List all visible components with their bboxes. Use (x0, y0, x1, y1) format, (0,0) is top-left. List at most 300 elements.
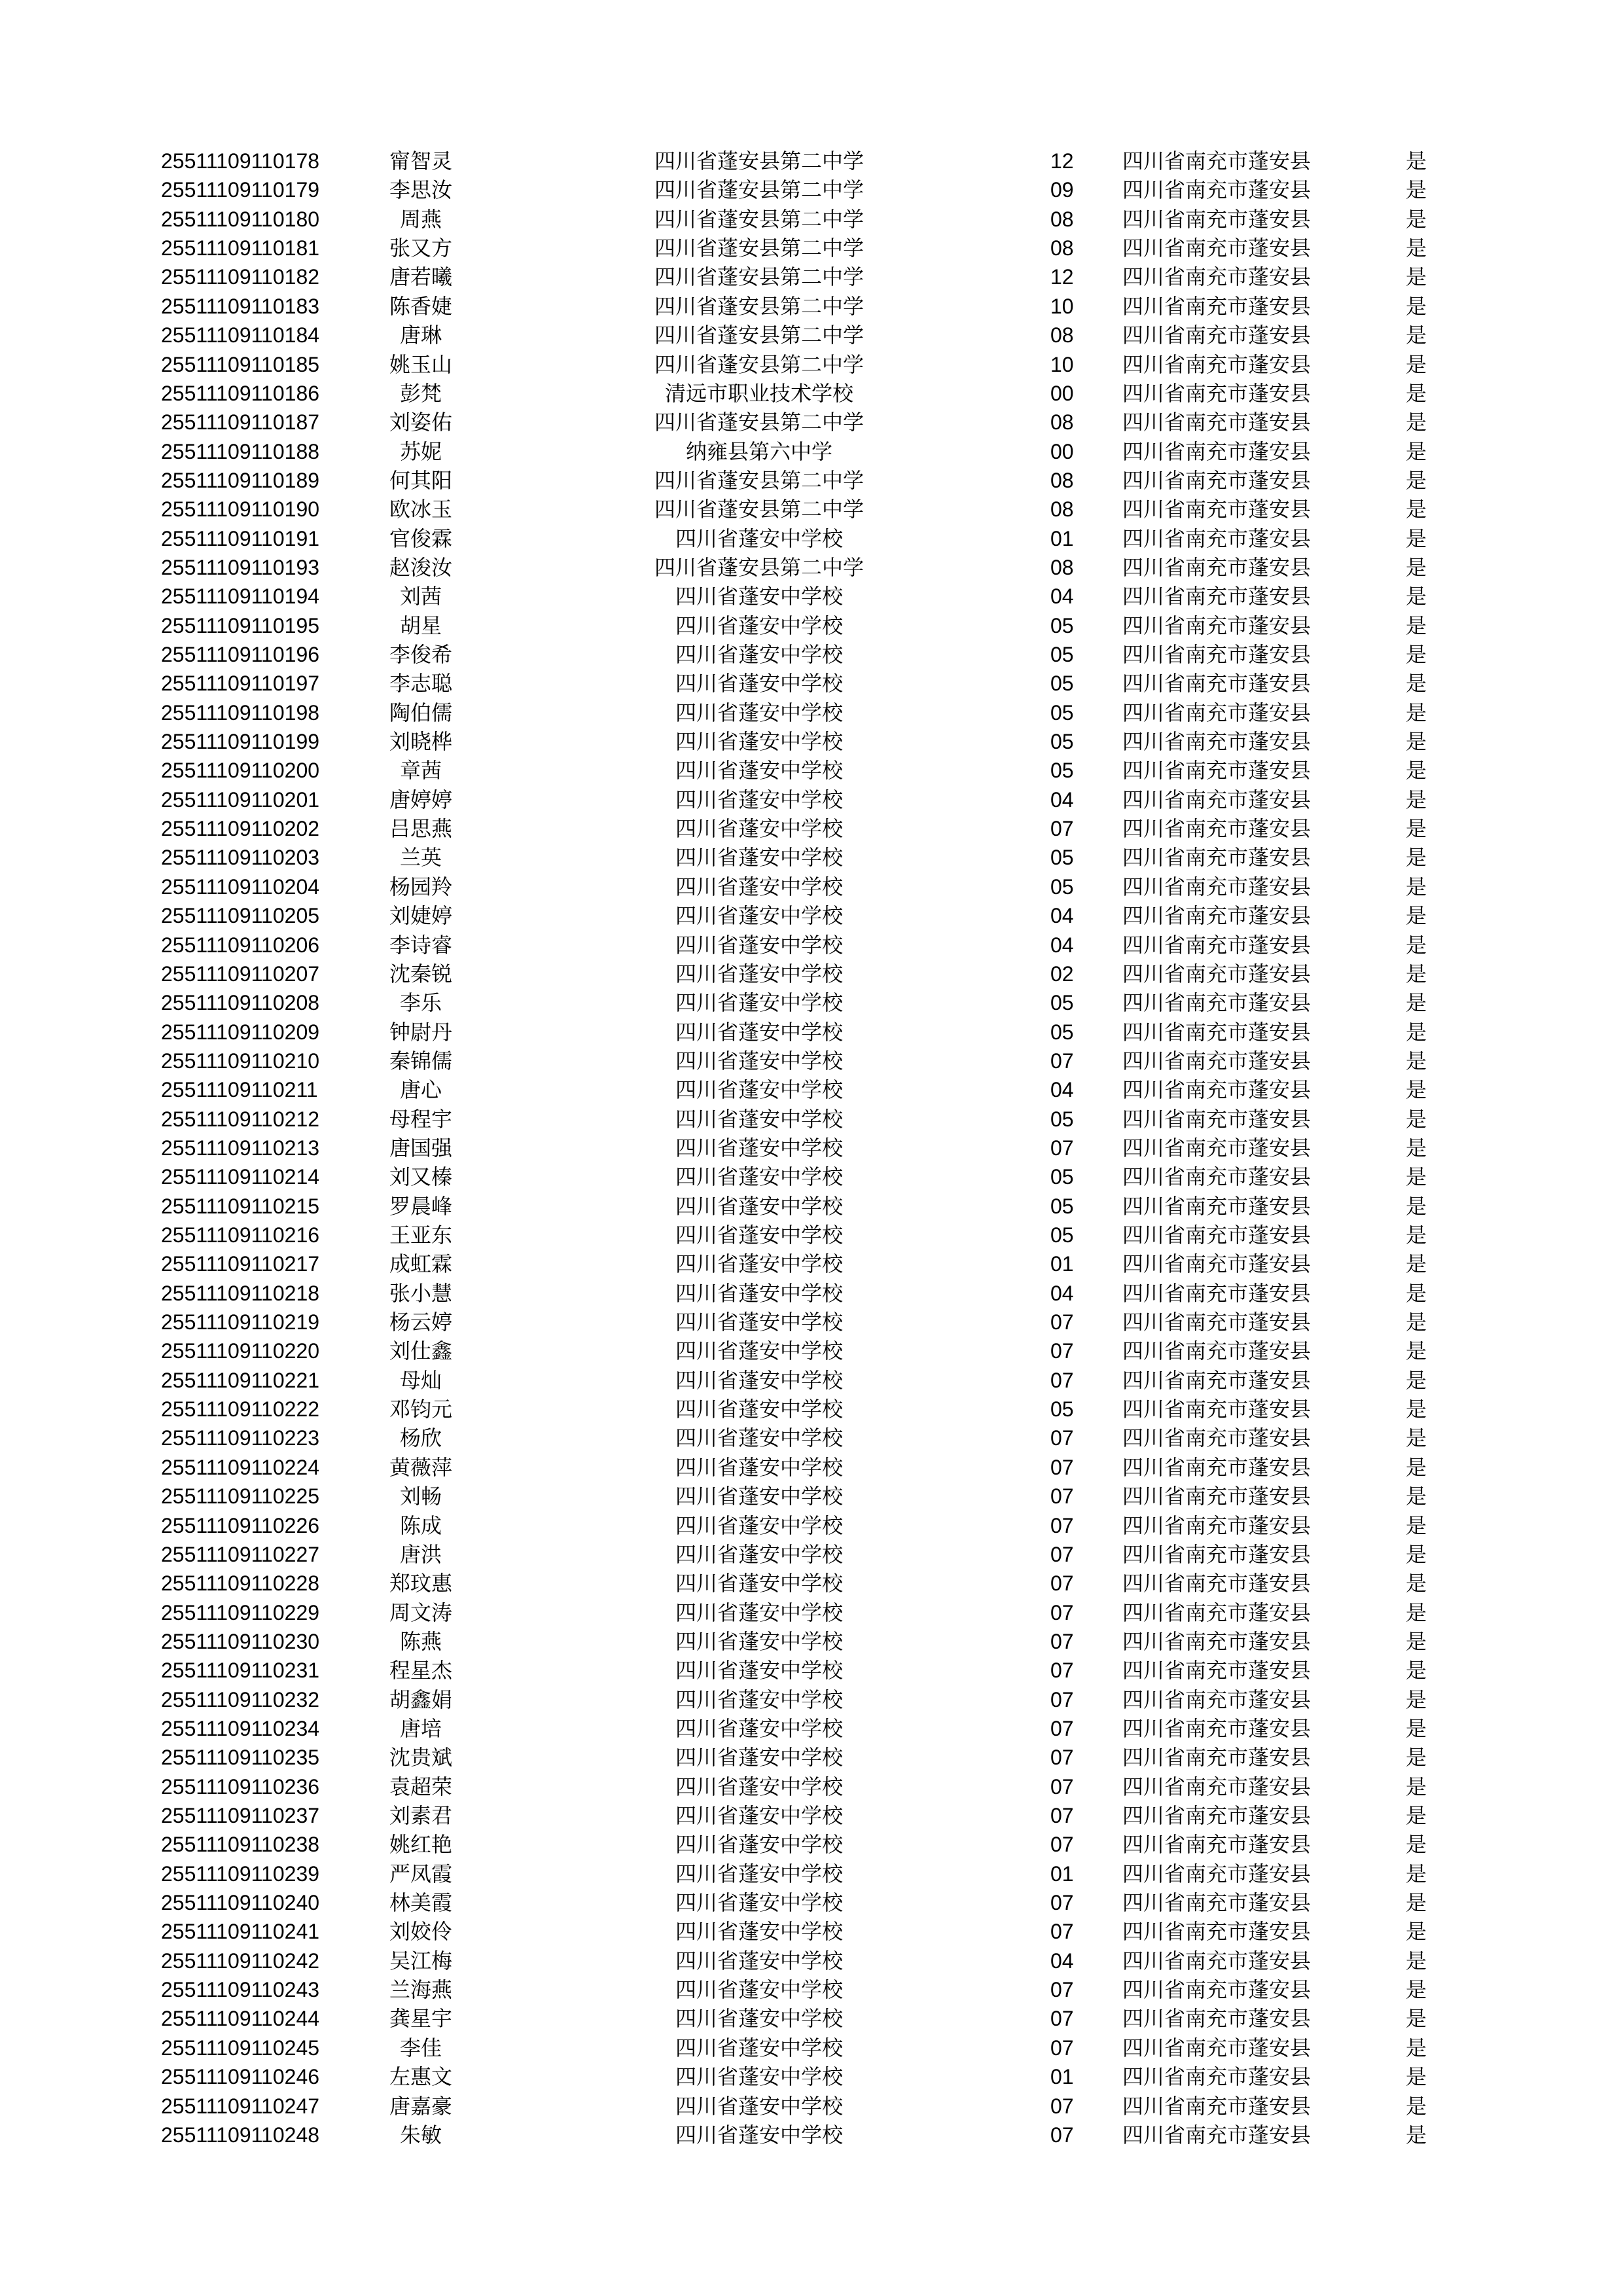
table-row (0, 1482, 1623, 1511)
student-name: 李诗睿 (389, 932, 452, 958)
eligibility-flag: 是 (1406, 1397, 1427, 1422)
region: 四川省南充市蓬安县 (1122, 1600, 1311, 1625)
candidate-id: 25511109110242 (161, 1948, 320, 1973)
region: 四川省南充市蓬安县 (1122, 845, 1311, 870)
school-name: 四川省蓬安中学校 (675, 613, 843, 638)
region: 四川省南充市蓬安县 (1122, 1106, 1311, 1132)
category-code: 05 (1050, 1397, 1074, 1422)
candidate-id: 25511109110194 (161, 584, 320, 609)
school-name: 四川省蓬安中学校 (675, 1193, 843, 1219)
table-row (0, 1336, 1623, 1365)
student-name: 唐琳 (399, 323, 442, 348)
student-name: 杨园羚 (389, 874, 452, 899)
student-name: 胡鑫娟 (389, 1687, 452, 1712)
region: 四川省南充市蓬安县 (1122, 1280, 1311, 1306)
student-name: 姚红艳 (389, 1832, 452, 1857)
student-name: 刘姣伶 (389, 1919, 452, 1945)
school-name: 四川省蓬安中学校 (675, 787, 843, 812)
student-name: 严凤霞 (389, 1861, 452, 1886)
table-row (0, 466, 1623, 495)
table-row (0, 1134, 1623, 1162)
region: 四川省南充市蓬安县 (1122, 787, 1311, 812)
candidate-id: 25511109110201 (161, 787, 320, 812)
table-row (0, 931, 1623, 960)
candidate-id: 25511109110182 (161, 265, 320, 289)
region: 四川省南充市蓬安县 (1122, 1135, 1311, 1160)
table-row (0, 1366, 1623, 1395)
table-row (0, 1308, 1623, 1336)
region: 四川省南充市蓬安县 (1122, 932, 1311, 958)
candidate-id: 25511109110187 (161, 410, 320, 435)
student-name: 周燕 (399, 206, 442, 232)
table-row (0, 1424, 1623, 1452)
school-name: 四川省蓬安中学校 (675, 1310, 843, 1335)
eligibility-flag: 是 (1406, 874, 1427, 899)
eligibility-flag: 是 (1406, 1426, 1427, 1451)
category-code: 05 (1050, 1165, 1074, 1189)
student-name: 陶伯儒 (389, 700, 452, 725)
student-name: 朱敏 (399, 2122, 442, 2147)
table-row (0, 1772, 1623, 1801)
candidate-id: 25511109110220 (161, 1339, 320, 1363)
school-name: 四川省蓬安中学校 (675, 1223, 843, 1247)
candidate-id: 25511109110218 (161, 1281, 320, 1305)
eligibility-flag: 是 (1406, 671, 1427, 696)
student-name: 黄薇萍 (389, 1454, 452, 1480)
category-code: 00 (1050, 439, 1074, 463)
eligibility-flag: 是 (1406, 1745, 1427, 1770)
student-name: 唐心 (399, 1077, 442, 1103)
school-name: 纳雍县第六中学 (685, 439, 832, 464)
student-name: 程星杰 (389, 1658, 452, 1683)
student-name: 林美霞 (389, 1890, 452, 1915)
region: 四川省南充市蓬安县 (1122, 1019, 1311, 1045)
table-row (0, 1714, 1623, 1743)
school-name: 四川省蓬安中学校 (675, 1135, 843, 1160)
eligibility-flag: 是 (1406, 1280, 1427, 1306)
category-code: 05 (1050, 1223, 1074, 1247)
eligibility-flag: 是 (1406, 1774, 1427, 1799)
region: 四川省南充市蓬安县 (1122, 526, 1311, 551)
table-row (0, 2092, 1623, 2121)
student-name: 刘茜 (399, 584, 442, 609)
eligibility-flag: 是 (1406, 206, 1427, 232)
eligibility-flag: 是 (1406, 1164, 1427, 1190)
table-row (0, 1018, 1623, 1047)
category-code: 07 (1050, 1368, 1074, 1392)
candidate-id: 25511109110204 (161, 874, 320, 899)
student-name: 刘晓桦 (389, 729, 452, 754)
student-name: 母灿 (399, 1367, 442, 1393)
category-code: 08 (1050, 497, 1074, 522)
region: 四川省南充市蓬安县 (1122, 903, 1311, 929)
category-code: 04 (1050, 1078, 1074, 1102)
student-name: 刘又榛 (389, 1164, 452, 1190)
candidate-id: 25511109110200 (161, 759, 320, 783)
eligibility-flag: 是 (1406, 1367, 1427, 1393)
eligibility-flag: 是 (1406, 903, 1427, 929)
student-name: 张又方 (389, 236, 452, 261)
school-name: 四川省蓬安中学校 (675, 1484, 843, 1509)
eligibility-flag: 是 (1406, 613, 1427, 638)
category-code: 07 (1050, 1629, 1074, 1653)
candidate-id: 25511109110216 (161, 1223, 320, 1247)
candidate-id: 25511109110203 (161, 846, 320, 870)
student-name: 何其阳 (389, 467, 452, 493)
student-name: 唐国强 (389, 1135, 452, 1160)
category-code: 04 (1050, 1281, 1074, 1305)
candidate-id: 25511109110236 (161, 1774, 320, 1799)
school-name: 四川省蓬安县第二中学 (654, 206, 864, 232)
student-name: 刘素君 (389, 1803, 452, 1828)
category-code: 10 (1050, 352, 1074, 376)
table-row (0, 1192, 1623, 1221)
candidate-id: 25511109110215 (161, 1194, 320, 1218)
table-row (0, 988, 1623, 1017)
table-row (0, 1656, 1623, 1685)
table-row (0, 408, 1623, 437)
eligibility-flag: 是 (1406, 1484, 1427, 1509)
candidate-id: 25511109110181 (161, 236, 320, 260)
school-name: 四川省蓬安中学校 (675, 1803, 843, 1828)
candidate-id: 25511109110188 (161, 439, 320, 463)
category-code: 09 (1050, 178, 1074, 202)
category-code: 05 (1050, 672, 1074, 696)
table-row (0, 785, 1623, 814)
eligibility-flag: 是 (1406, 1251, 1427, 1277)
eligibility-flag: 是 (1406, 323, 1427, 348)
table-row (0, 1917, 1623, 1946)
table-row (0, 698, 1623, 727)
student-name: 钟尉丹 (389, 1019, 452, 1045)
region: 四川省南充市蓬安县 (1122, 497, 1311, 522)
student-name: 姚玉山 (389, 351, 452, 377)
table-row (0, 960, 1623, 988)
school-name: 四川省蓬安中学校 (675, 671, 843, 696)
category-code: 07 (1050, 1804, 1074, 1827)
school-name: 四川省蓬安中学校 (675, 1774, 843, 1799)
eligibility-flag: 是 (1406, 1513, 1427, 1538)
school-name: 四川省蓬安县第二中学 (654, 410, 864, 435)
school-name: 四川省蓬安中学校 (675, 700, 843, 725)
eligibility-flag: 是 (1406, 1948, 1427, 1973)
eligibility-flag: 是 (1406, 2093, 1427, 2119)
category-code: 08 (1050, 323, 1074, 348)
region: 四川省南充市蓬安县 (1122, 1454, 1311, 1480)
candidate-id: 25511109110243 (161, 1978, 320, 2002)
eligibility-flag: 是 (1406, 1019, 1427, 1045)
candidate-id: 25511109110190 (161, 497, 320, 522)
student-name: 欧冰玉 (389, 497, 452, 522)
candidate-id: 25511109110202 (161, 817, 320, 841)
eligibility-flag: 是 (1406, 816, 1427, 842)
candidate-id: 25511109110223 (161, 1426, 320, 1450)
eligibility-flag: 是 (1406, 2064, 1427, 2090)
category-code: 05 (1050, 1107, 1074, 1131)
category-code: 07 (1050, 1920, 1074, 1944)
eligibility-flag: 是 (1406, 177, 1427, 203)
school-name: 四川省蓬安县第二中学 (654, 351, 864, 377)
category-code: 12 (1050, 149, 1074, 173)
eligibility-flag: 是 (1406, 1628, 1427, 1654)
school-name: 四川省蓬安县第二中学 (654, 149, 864, 173)
school-name: 四川省蓬安中学校 (675, 1687, 843, 1712)
category-code: 01 (1050, 1861, 1074, 1886)
table-row (0, 1453, 1623, 1482)
candidate-id: 25511109110207 (161, 961, 320, 986)
eligibility-flag: 是 (1406, 642, 1427, 667)
category-code: 07 (1050, 1136, 1074, 1160)
student-name: 吕思燕 (389, 816, 452, 842)
student-name: 唐若曦 (389, 264, 452, 290)
region: 四川省南充市蓬安县 (1122, 1628, 1311, 1654)
category-code: 07 (1050, 1542, 1074, 1566)
category-code: 05 (1050, 846, 1074, 870)
category-code: 07 (1050, 2036, 1074, 2060)
candidate-id: 25511109110232 (161, 1687, 320, 1712)
category-code: 07 (1050, 1833, 1074, 1857)
category-code: 04 (1050, 904, 1074, 928)
school-name: 四川省蓬安县第二中学 (654, 497, 864, 522)
candidate-id: 25511109110222 (161, 1397, 320, 1422)
school-name: 四川省蓬安县第二中学 (654, 177, 864, 203)
table-row (0, 1685, 1623, 1714)
school-name: 四川省蓬安中学校 (675, 1745, 843, 1770)
table-row (0, 437, 1623, 466)
student-name: 李佳 (399, 2035, 442, 2060)
region: 四川省南充市蓬安县 (1122, 1861, 1311, 1886)
eligibility-flag: 是 (1406, 1048, 1427, 1073)
table-row (0, 495, 1623, 524)
candidate-id: 25511109110206 (161, 933, 320, 957)
candidate-id: 25511109110237 (161, 1804, 320, 1827)
candidate-id: 25511109110246 (161, 2065, 320, 2089)
eligibility-flag: 是 (1406, 1571, 1427, 1596)
region: 四川省南充市蓬安县 (1122, 874, 1311, 899)
candidate-id: 25511109110235 (161, 1746, 320, 1770)
eligibility-flag: 是 (1406, 1600, 1427, 1625)
eligibility-flag: 是 (1406, 439, 1427, 464)
table-row (0, 1540, 1623, 1569)
candidate-id: 25511109110212 (161, 1107, 320, 1131)
student-name: 左惠文 (389, 2064, 452, 2090)
school-name: 四川省蓬安中学校 (675, 1367, 843, 1393)
region: 四川省南充市蓬安县 (1122, 1832, 1311, 1857)
candidate-id: 25511109110199 (161, 730, 320, 753)
school-name: 四川省蓬安中学校 (675, 2064, 843, 2090)
category-code: 05 (1050, 730, 1074, 753)
student-name: 唐培 (399, 1715, 442, 1741)
candidate-id: 25511109110226 (161, 1513, 320, 1537)
candidate-id: 25511109110229 (161, 1600, 320, 1624)
table-row (0, 1975, 1623, 2004)
school-name: 四川省蓬安中学校 (675, 1628, 843, 1654)
category-code: 04 (1050, 787, 1074, 812)
school-name: 四川省蓬安中学校 (675, 1861, 843, 1886)
region: 四川省南充市蓬安县 (1122, 613, 1311, 638)
school-name: 四川省蓬安中学校 (675, 1338, 843, 1364)
eligibility-flag: 是 (1406, 961, 1427, 986)
category-code: 07 (1050, 2007, 1074, 2031)
candidate-id: 25511109110191 (161, 526, 320, 550)
region: 四川省南充市蓬安县 (1122, 671, 1311, 696)
table-row (0, 611, 1623, 640)
region: 四川省南充市蓬安县 (1122, 1745, 1311, 1770)
student-name: 沈贵斌 (389, 1745, 452, 1770)
region: 四川省南充市蓬安县 (1122, 177, 1311, 203)
region: 四川省南充市蓬安县 (1122, 2006, 1311, 2032)
category-code: 07 (1050, 1426, 1074, 1450)
region: 四川省南充市蓬安县 (1122, 554, 1311, 580)
school-name: 四川省蓬安中学校 (675, 1426, 843, 1451)
eligibility-flag: 是 (1406, 1861, 1427, 1886)
table-row (0, 2034, 1623, 2062)
eligibility-flag: 是 (1406, 1541, 1427, 1567)
eligibility-flag: 是 (1406, 1338, 1427, 1364)
student-name: 兰英 (399, 845, 442, 870)
school-name: 四川省蓬安中学校 (675, 1019, 843, 1045)
eligibility-flag: 是 (1406, 1832, 1427, 1857)
student-name: 唐洪 (399, 1541, 442, 1567)
student-name: 胡星 (399, 613, 442, 638)
region: 四川省南充市蓬安县 (1122, 323, 1311, 348)
student-name: 苏妮 (399, 439, 442, 464)
category-code: 04 (1050, 1948, 1074, 1973)
school-name: 四川省蓬安县第二中学 (654, 236, 864, 261)
table-row (0, 1801, 1623, 1830)
region: 四川省南充市蓬安县 (1122, 1687, 1311, 1712)
region: 四川省南充市蓬安县 (1122, 380, 1311, 406)
category-code: 07 (1050, 1513, 1074, 1537)
region: 四川省南充市蓬安县 (1122, 467, 1311, 493)
category-code: 07 (1050, 2094, 1074, 2118)
school-name: 四川省蓬安中学校 (675, 2122, 843, 2147)
category-code: 07 (1050, 1659, 1074, 1683)
school-name: 四川省蓬安中学校 (675, 1397, 843, 1422)
category-code: 05 (1050, 1020, 1074, 1044)
eligibility-flag: 是 (1406, 2122, 1427, 2147)
table-row (0, 2121, 1623, 2149)
candidate-id: 25511109110245 (161, 2036, 320, 2060)
student-name: 甯智灵 (389, 149, 452, 173)
school-name: 四川省蓬安中学校 (675, 1977, 843, 2003)
region: 四川省南充市蓬安县 (1122, 1223, 1311, 1247)
student-name: 杨云婷 (389, 1310, 452, 1335)
candidate-id: 25511109110213 (161, 1136, 320, 1160)
table-row (0, 1162, 1623, 1191)
school-name: 四川省蓬安中学校 (675, 1454, 843, 1480)
eligibility-flag: 是 (1406, 1919, 1427, 1945)
school-name: 四川省蓬安中学校 (675, 2006, 843, 2032)
candidate-id: 25511109110238 (161, 1833, 320, 1857)
region: 四川省南充市蓬安县 (1122, 642, 1311, 667)
student-name: 吴江梅 (389, 1948, 452, 1973)
student-name: 李俊希 (389, 642, 452, 667)
category-code: 01 (1050, 1252, 1074, 1276)
category-code: 07 (1050, 1687, 1074, 1712)
category-code: 12 (1050, 265, 1074, 289)
eligibility-flag: 是 (1406, 758, 1427, 783)
school-name: 四川省蓬安中学校 (675, 584, 843, 609)
eligibility-flag: 是 (1406, 293, 1427, 319)
region: 四川省南充市蓬安县 (1122, 351, 1311, 377)
region: 四川省南充市蓬安县 (1122, 1251, 1311, 1277)
category-code: 05 (1050, 1194, 1074, 1218)
category-code: 05 (1050, 874, 1074, 899)
candidate-id: 25511109110180 (161, 207, 320, 231)
region: 四川省南充市蓬安县 (1122, 1077, 1311, 1103)
candidate-id: 25511109110210 (161, 1049, 320, 1073)
student-name: 李思汝 (389, 177, 452, 203)
candidate-id: 25511109110240 (161, 1891, 320, 1914)
table-row (0, 262, 1623, 291)
student-name: 陈成 (399, 1513, 442, 1538)
school-name: 四川省蓬安县第二中学 (654, 264, 864, 290)
eligibility-flag: 是 (1406, 467, 1427, 493)
candidate-id: 25511109110193 (161, 555, 320, 579)
eligibility-flag: 是 (1406, 729, 1427, 754)
eligibility-flag: 是 (1406, 2006, 1427, 2032)
eligibility-flag: 是 (1406, 845, 1427, 870)
school-name: 四川省蓬安中学校 (675, 1077, 843, 1103)
school-name: 四川省蓬安中学校 (675, 1106, 843, 1132)
candidate-id: 25511109110241 (161, 1920, 320, 1944)
student-name: 李乐 (399, 990, 442, 1016)
school-name: 清远市职业技术学校 (664, 380, 853, 406)
school-name: 四川省蓬安中学校 (675, 1251, 843, 1277)
candidate-id: 25511109110183 (161, 294, 320, 318)
region: 四川省南充市蓬安县 (1122, 1658, 1311, 1683)
table-row (0, 1221, 1623, 1249)
region: 四川省南充市蓬安县 (1122, 2035, 1311, 2060)
school-name: 四川省蓬安县第二中学 (654, 554, 864, 580)
region: 四川省南充市蓬安县 (1122, 149, 1311, 173)
eligibility-flag: 是 (1406, 351, 1427, 377)
school-name: 四川省蓬安县第二中学 (654, 323, 864, 348)
category-code: 07 (1050, 1455, 1074, 1479)
table-row (0, 524, 1623, 553)
region: 四川省南充市蓬安县 (1122, 1774, 1311, 1799)
category-code: 07 (1050, 1891, 1074, 1914)
student-name: 兰海燕 (389, 1977, 452, 2003)
candidate-id: 25511109110214 (161, 1165, 320, 1189)
region: 四川省南充市蓬安县 (1122, 758, 1311, 783)
category-code: 05 (1050, 613, 1074, 637)
school-name: 四川省蓬安中学校 (675, 1513, 843, 1538)
category-code: 08 (1050, 468, 1074, 492)
region: 四川省南充市蓬安县 (1122, 990, 1311, 1016)
region: 四川省南充市蓬安县 (1122, 1919, 1311, 1945)
school-name: 四川省蓬安中学校 (675, 526, 843, 551)
student-name: 张小慧 (389, 1280, 452, 1306)
category-code: 08 (1050, 207, 1074, 231)
school-name: 四川省蓬安中学校 (675, 932, 843, 958)
school-name: 四川省蓬安县第二中学 (654, 467, 864, 493)
category-code: 04 (1050, 933, 1074, 957)
student-name: 秦锦儒 (389, 1048, 452, 1073)
school-name: 四川省蓬安中学校 (675, 1571, 843, 1596)
eligibility-flag: 是 (1406, 1310, 1427, 1335)
student-name: 刘畅 (399, 1484, 442, 1509)
candidate-id: 25511109110248 (161, 2123, 320, 2147)
eligibility-flag: 是 (1406, 1803, 1427, 1828)
table-row (0, 1598, 1623, 1627)
school-name: 四川省蓬安中学校 (675, 1715, 843, 1741)
school-name: 四川省蓬安中学校 (675, 1280, 843, 1306)
category-code: 08 (1050, 555, 1074, 579)
candidate-id: 25511109110230 (161, 1629, 320, 1653)
candidate-id: 25511109110198 (161, 700, 320, 725)
